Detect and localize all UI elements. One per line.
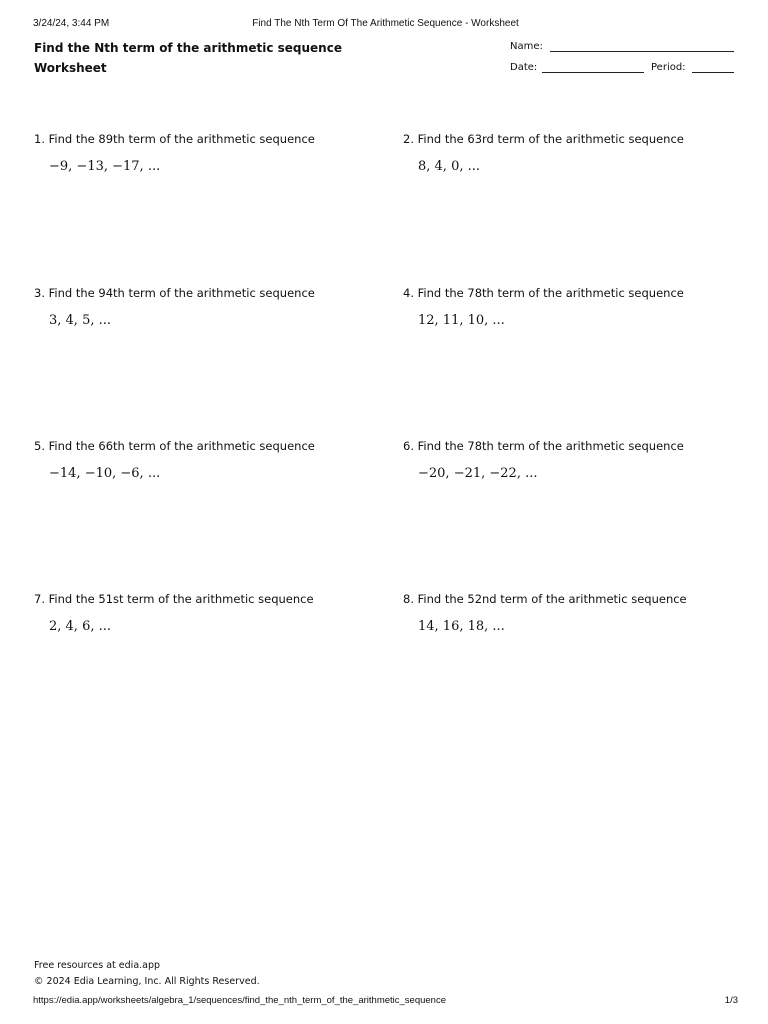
problem-question: 6. Find the 78th term of the arithmetic sequence xyxy=(403,439,684,453)
worksheet-title-line1: Find the Nth term of the arithmetic sequence xyxy=(34,41,342,55)
problem-sequence: 8, 4, 0, ... xyxy=(418,159,481,174)
print-url[interactable]: https://edia.app/worksheets/algebra_1/sequences/find_the_nth_term_of_the_arithmetic_sequence xyxy=(33,995,446,1006)
print-page-title: Find The Nth Term Of The Arithmetic Sequence - Worksheet xyxy=(252,18,519,29)
problem-3 xyxy=(34,285,364,328)
problem-question: 8. Find the 52nd term of the arithmetic sequence xyxy=(403,592,687,606)
date-label: Date: xyxy=(510,62,538,73)
name-label: Name: xyxy=(510,41,543,52)
problem-question: 5. Find the 66th term of the arithmetic sequence xyxy=(34,439,315,453)
print-header xyxy=(33,18,738,32)
problem-sequence: −20, −21, −22, ... xyxy=(418,466,538,481)
problem-7 xyxy=(34,591,364,634)
name-line[interactable] xyxy=(550,51,734,52)
problem-6 xyxy=(403,438,733,481)
problem-question: 4. Find the 78th term of the arithmetic sequence xyxy=(403,286,684,300)
problem-1 xyxy=(34,131,364,174)
worksheet-title xyxy=(34,38,342,78)
problem-question: 3. Find the 94th term of the arithmetic sequence xyxy=(34,286,315,300)
problem-sequence: 14, 16, 18, ... xyxy=(418,619,505,634)
date-line[interactable] xyxy=(542,72,644,73)
name-field-row xyxy=(510,40,735,61)
problem-2 xyxy=(403,131,733,174)
footer-copyright: © 2024 Edia Learning, Inc. All Rights Reserved. xyxy=(34,976,260,987)
period-line[interactable] xyxy=(692,72,734,73)
print-datetime: 3/24/24, 3:44 PM xyxy=(33,18,110,29)
worksheet-footer xyxy=(34,958,260,990)
problem-question: 1. Find the 89th term of the arithmetic sequence xyxy=(34,132,315,146)
print-footer xyxy=(33,995,738,1009)
problem-5 xyxy=(34,438,364,481)
period-label: Period: xyxy=(651,62,686,73)
problem-4 xyxy=(403,285,733,328)
date-period-row xyxy=(510,61,735,82)
student-info-fields xyxy=(510,40,735,82)
problem-sequence: −9, −13, −17, ... xyxy=(49,159,161,174)
problem-sequence: −14, −10, −6, ... xyxy=(49,466,161,481)
problem-question: 2. Find the 63rd term of the arithmetic sequence xyxy=(403,132,684,146)
problem-sequence: 12, 11, 10, ... xyxy=(418,313,505,328)
footer-resources: Free resources at edia.app xyxy=(34,960,161,971)
problem-sequence: 3, 4, 5, ... xyxy=(49,313,112,328)
page-number: 1/3 xyxy=(724,995,738,1006)
problem-8 xyxy=(403,591,733,634)
worksheet-title-line2: Worksheet xyxy=(34,61,107,75)
problem-question: 7. Find the 51st term of the arithmetic sequence xyxy=(34,592,314,606)
problem-sequence: 2, 4, 6, ... xyxy=(49,619,112,634)
